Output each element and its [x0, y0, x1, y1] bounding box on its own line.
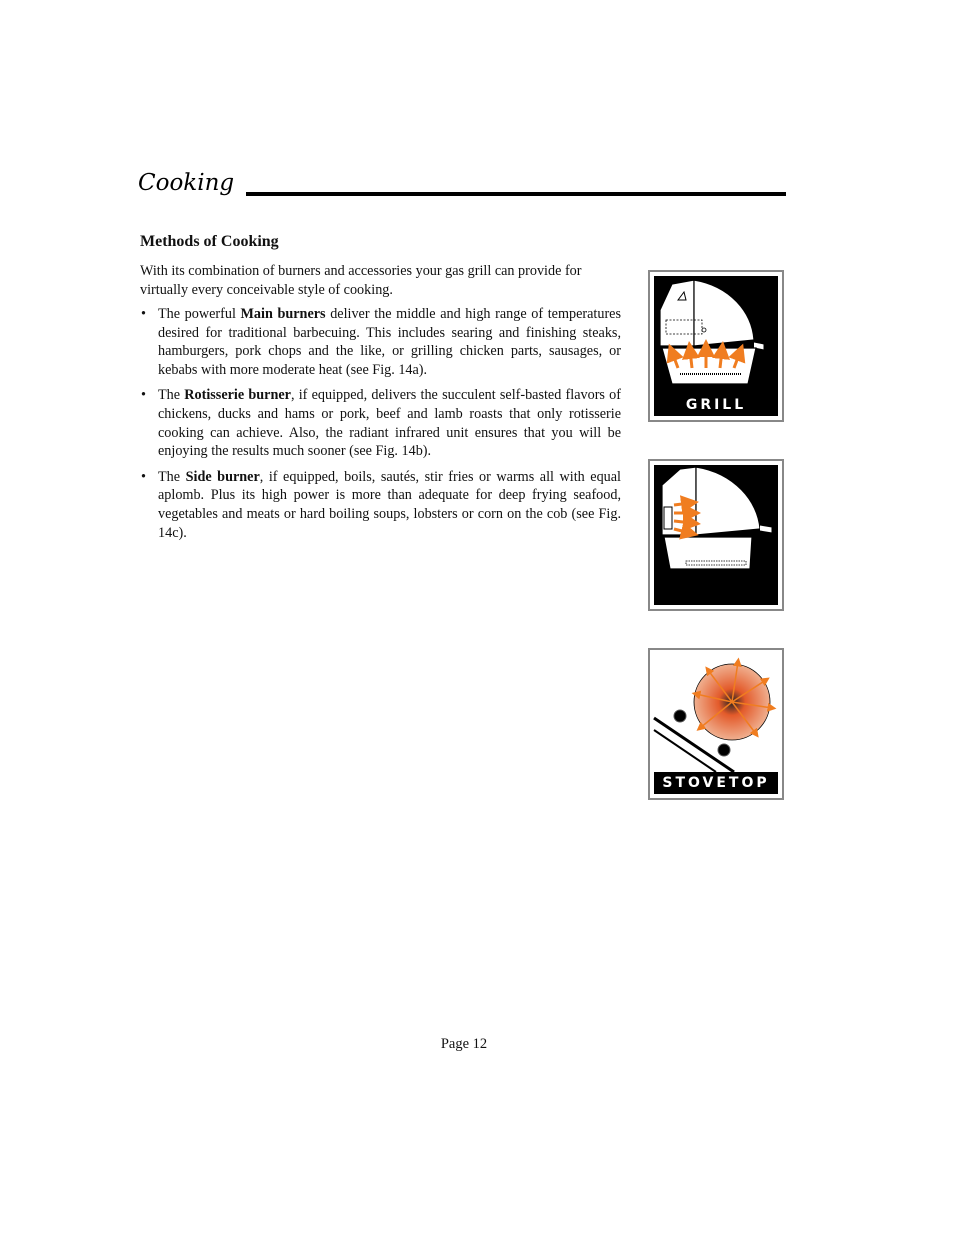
- bullet-marker: •: [141, 468, 146, 485]
- bullet-marker: •: [141, 306, 146, 322]
- methods-intro: With its combination of burners and accessories your gas grill can provide for virtually every conceivable style of cooking.: [140, 263, 582, 298]
- list-item-rotisserie-burner: [140, 386, 621, 460]
- bullet-term: Side burner: [185, 468, 260, 485]
- bullet-lead: The: [158, 468, 186, 485]
- figure-rotisserie: [648, 459, 784, 611]
- list-item-side-burner: [140, 468, 621, 542]
- section-title-rule: [246, 192, 786, 196]
- methods-heading: Methods of Cooking: [140, 233, 279, 250]
- bullet-lead: The: [158, 387, 185, 404]
- bullet-lead: The powerful: [158, 306, 241, 322]
- page-number: Page 12: [440, 1036, 488, 1052]
- bullet-text: deliver the middle and high range of temperatures desired for traditional barbecuing. This includes searing and finishing steaks, hamburgers, pork chops and the like, or grilling chicken parts, sausages, or kebabs with more moderate heat (see Fig. 14a).: [158, 306, 621, 378]
- figure-rotisserie-label: [654, 583, 778, 605]
- figure-stovetop-label: STOVETOP: [654, 772, 778, 794]
- figure-grill: [648, 270, 784, 422]
- figure-stovetop: [648, 648, 784, 800]
- list-item-main-burners: [140, 305, 621, 379]
- bullet-term: Main burners: [240, 306, 326, 322]
- section-title: Cooking: [138, 170, 235, 196]
- bullet-marker: •: [141, 387, 146, 404]
- bullet-text: , if equipped, boils, sautés, stir fries or warms all with equal aplomb. Plus its high power is more than adequate for deep frying seafood, vegetables and meats or hard boiling soups, lobsters or corn on the cob (see Fig. 14c).: [158, 468, 621, 541]
- bullet-term: Rotisserie burner: [184, 387, 291, 404]
- bullet-text: , if equipped, delivers the succulent self-basted flavors of chickens, ducks and hams or pork, beef and lamb roasts that only rotisserie cooking can achieve. Also, the radiant infrared unit ensures that you will be enjoying the results much sooner (see Fig. 14b).: [158, 387, 621, 460]
- methods-list: [140, 305, 621, 549]
- figure-grill-label: GRILL: [654, 394, 778, 416]
